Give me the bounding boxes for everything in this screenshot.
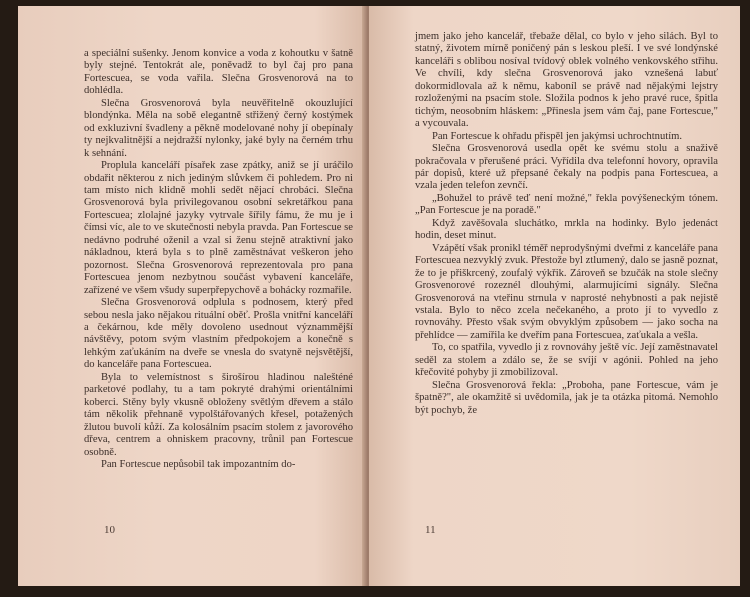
paragraph: Slečna Grosvenorová usedla opět ke svému stolu a snaživě pokračovala v přerušené práci. Vyřídila dva telefonní hovory, opravila pár dopisů, které už přepsané čekaly na podpis pana Fortescuea, a vzala jeden telefon zevnčí.	[415, 143, 718, 192]
paragraph: Proplula kanceláří písařek zase zpátky, aniž se jí uráčilo obdařit některou z nich jediným slůvkem či pohledem. Pro ni tam místo nich klidně mohli sedět nějací chrobáci. Slečna Grosvenorová byla privilegovanou osobní sekretářkou pana Fortescuea; zlolajné jazyky vytrvale šířily fámu, že mu je i čímsi víc, ale to ve skutečnosti nebyla pravda. Pan Fortescue se nedávno podruhé oženil a vzal si ženu stejně atraktivní jako nákladnou, která byla s to plně zaměstnávat veškeron jeho pozornost. Slečna Grosvenorová reprezentovala pro pana Fortescuea jenom nezbytnou součást vybavení kanceláře, zařízené ve všem všudy superpřepychově a bohácky rozmařile.	[84, 160, 353, 296]
page-number: 11	[425, 524, 436, 536]
right-page	[369, 6, 740, 586]
paragraph: Vzápětí však pronikl téměř neprodyšnými dveřmi z kanceláře pana Fortescuea nezvyklý zvuk. Přestože byl ztlumený, dalo se jasně poznat, že to je přiškrcený, zoufalý výkřik. Zároveň se bzučák na stole slečny Grosvenorové rozeznél dlouhými, alarmujícími signály. Slečna Grosvenorová na vteřinu strnula v naprosté nehybnosti a pak nejistě vstala. Bylo to něco zcela nečekaného, a proto jí to vyvedlo z rovnováhy. Přesto však svým obvyklým způsobem — jako socha na přehlídce — zamířila ke dveřím pana Fortescuea, zaťukala a vešla.	[415, 242, 719, 341]
paragraph: To, co spatřila, vyvedlo ji z rovnováhy ještě víc. Její zaměstnavatel seděl za stolem a zdálo se, že se svíjí v agónii. Pohled na jeho křečovité pohyby ji zmobilizoval.	[415, 342, 718, 379]
paragraph: Slečna Grosvenorová odplula s podnosem, který před sebou nesla jako nějakou rituální oběť. Prošla vnitřní kanceláří a čekárnou, kde měly dovoleno usednout význammější návštěvy, potom svým vlastním předpokojem a konečně s lehkým zaťukáním na dveře se vnesla do svatyně nejsvětější, do kanceláře pana Fortescuea.	[84, 297, 353, 371]
paragraph: Pan Fortescue k ohřadu přispěl jen jakýmsi uchrochtnutím.	[431, 130, 683, 142]
left-page	[18, 6, 367, 586]
paragraph: jmem jako jeho kancelář, třebaže dělal, co bylo v jeho silách. Byl to statný, životem mírně poničený pán s leskou pleší. I ve své londýnské kanceláři s oblibou nosíval tvídový oblek volného venkovského střihu. Ve chvíli, kdy slečna Grosvenorová jako vznešená labuť dokormidlovala až k němu, kaboníl se právě nad nějakými lejstry rozloženými na psacím stole. Složila podnos k jeho pravé ruce, špitla tichým, neosobním hláskem: „Přinesla jsem vám čaj, pane Fortescue," a vycouvala.	[415, 31, 718, 130]
paragraph: Když zavěšovala sluchátko, mrkla na hodinky. Bylo jedenáct hodin, deset minut.	[415, 217, 718, 242]
paragraph: Slečna Grosvenorová byla neuvěřitelně okouzlující blondýnka. Měla na sobě elegantně střižený černý kostýmek od exkluzivní švadleny a pěkně modelované nohy jí obepínaly ty nejkvalitnější a nejdražší nylonky, jaké byly na černém trhu k sehnání.	[84, 97, 353, 159]
paragraph: Slečna Grosvenorová řekla: „Proboha, pane Fortescue, vám je špatně?", ale okamžitě si uvědomila, jak je ta otázka pitomá. Nemohlo být pochyb, že	[415, 379, 718, 416]
paragraph: Pan Fortescue nepůsobil tak impozantním do-	[100, 458, 296, 470]
paragraph: a speciální sušenky. Jenom konvice a voda z kohoutku v šatně byly stejné. Tentokrát ale, poněvadž to byl čaj pro pana Fortescuea, se voda vařila. Slečna Grosvenorová na to dohlédla.	[84, 48, 353, 97]
paragraph: „Bohužel to právě teď není možné," řekla povýšeneckým tónem. „Pan Fortescue je na poradě."	[415, 192, 718, 217]
paragraph: Byla to velemístnost s širošírou hladinou nalešténé parketové podlahy, tu a tam pokryté drahými orientálními koberci. Stěny byly vkusně obloženy světlým dřevem a stálo tám několik přehnaně vypolštářovaných křesel, potažených žlutou buvolí kůží. Za kolosálním psacím stolem z javorového dřeva, centrem a ohniskem pracovny, trůnil pan Fortescue osobně.	[84, 371, 353, 458]
page-number: 10	[104, 524, 115, 536]
